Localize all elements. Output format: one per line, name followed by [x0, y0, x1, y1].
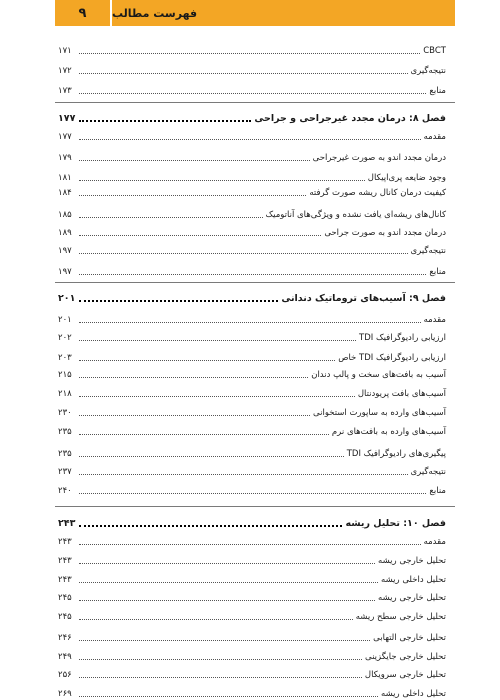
toc-entry-page: ۲۳۵ [58, 427, 72, 437]
toc-entry-page: ۲۱۵ [58, 370, 72, 380]
toc-entry-page: ۲۴۳ [58, 537, 72, 547]
toc-row[interactable] [58, 331, 446, 343]
toc-row[interactable] [58, 554, 446, 566]
toc-row[interactable] [58, 265, 446, 277]
toc-row[interactable] [58, 313, 446, 325]
toc-entry-page: ۱۹۷ [58, 267, 72, 277]
dot-leader [79, 138, 421, 140]
toc-entry-label: آسیب‌های وارده به بافت‌های نرم [331, 427, 446, 437]
toc-entry-label: تحلیل خارجی ریشه [378, 556, 446, 566]
toc-entry-label: تحلیل خارجی ریشه [378, 593, 446, 603]
toc-chapter-row[interactable] [58, 292, 446, 304]
toc-row[interactable] [58, 84, 446, 96]
toc-entry-label: پیگیری‌های رادیوگرافیک TDI [346, 449, 446, 459]
dot-leader [79, 543, 421, 545]
dot-leader [79, 376, 308, 378]
toc-entry-label: فصل ۹: آسیب‌های تروماتیک دندانی [281, 293, 446, 304]
toc-entry-page: ۱۷۹ [58, 153, 72, 163]
toc-entry-page: ۱۷۷ [58, 113, 76, 124]
toc-entry-label: وجود ضایعه پری‌اپیکال [367, 173, 446, 183]
toc-row[interactable] [58, 668, 446, 680]
toc-entry-page: ۱۸۱ [58, 173, 72, 183]
dot-leader [79, 321, 421, 323]
toc-entry-page: ۱۸۴ [58, 188, 72, 198]
toc-row[interactable] [58, 406, 446, 418]
toc-row[interactable] [58, 447, 446, 459]
toc-entry-label: درمان مجدد اندو به صورت غیرجراحی [312, 153, 446, 163]
toc-row[interactable] [58, 351, 446, 363]
toc-row[interactable] [58, 368, 446, 380]
toc-entry-page: ۲۴۶ [58, 633, 72, 643]
toc-row[interactable] [58, 387, 446, 399]
toc-entry-page: ۲۰۲ [58, 333, 72, 343]
toc-entry-label: نتیجه‌گیری [410, 66, 446, 76]
chapter-separator [55, 282, 455, 283]
dot-leader [79, 395, 355, 397]
toc-row[interactable] [58, 591, 446, 603]
toc-entry-label: فصل ۸: درمان مجدد غیرجراحی و جراحی [254, 113, 446, 124]
toc-entry-label: مقدمه [423, 132, 446, 142]
toc-row[interactable] [58, 208, 446, 220]
toc-entry-page: ۲۴۹ [58, 652, 72, 662]
dot-leader [79, 179, 365, 181]
toc-row[interactable] [58, 186, 446, 198]
dot-leader [79, 639, 370, 641]
toc-row[interactable] [58, 151, 446, 163]
toc-entry-label: منابع [429, 267, 446, 277]
page-number: ۹ [55, 0, 110, 26]
toc-entry-label: کیفیت درمان کانال ریشه صورت گرفته [309, 188, 446, 198]
dot-leader [79, 299, 278, 302]
toc-entry-label: تحلیل خارجی سرویکال [364, 670, 446, 680]
toc-entry-label: درمان مجدد اندو به صورت جراحی [324, 228, 446, 238]
dot-leader [79, 92, 426, 94]
toc-entry-page: ۱۸۹ [58, 228, 72, 238]
dot-leader [79, 339, 356, 341]
toc-entry-page: ۲۴۰ [58, 486, 72, 496]
toc-entry-label: CBCT [423, 46, 446, 56]
toc-entry-label: تحلیل داخلی ریشه [381, 575, 446, 585]
toc-row[interactable] [58, 171, 446, 183]
dot-leader [79, 359, 335, 361]
toc-entry-page: ۲۰۳ [58, 353, 72, 363]
toc-entry-label: نتیجه‌گیری [410, 467, 446, 477]
dot-leader [79, 194, 306, 196]
dot-leader [79, 473, 408, 475]
toc-entry-label: کانال‌های ریشه‌ای یافت نشده و ویژگی‌های آناتومیک [265, 210, 446, 220]
toc-entry-page: ۲۰۱ [58, 315, 72, 325]
dot-leader [79, 524, 342, 527]
toc-entry-label: مقدمه [423, 537, 446, 547]
toc-row[interactable] [58, 535, 446, 547]
dot-leader [79, 433, 329, 435]
toc-entry-page: ۲۴۳ [58, 575, 72, 585]
toc-row[interactable] [58, 130, 446, 142]
chapter-separator [55, 102, 455, 103]
toc-entry-label: ارزیابی رادیوگرافیک TDI [359, 333, 446, 343]
toc-row[interactable] [58, 650, 446, 662]
dot-leader [79, 414, 310, 416]
toc-row[interactable] [58, 631, 446, 643]
dot-leader [79, 618, 353, 620]
dot-leader [79, 599, 375, 601]
toc-entry-page: ۱۸۵ [58, 210, 72, 220]
toc-entry-page: ۱۷۲ [58, 66, 72, 76]
dot-leader [79, 581, 378, 583]
dot-leader [79, 252, 408, 254]
toc-entry-label: تحلیل خارجی جایگزینی [365, 652, 446, 662]
toc-entry-page: ۲۴۳ [58, 556, 72, 566]
dot-leader [79, 695, 378, 697]
toc-row[interactable] [58, 425, 446, 437]
toc-entry-label: تحلیل خارجی التهابی [373, 633, 446, 643]
dot-leader [79, 234, 321, 236]
chapter-separator [55, 506, 455, 507]
toc-row[interactable] [58, 610, 446, 622]
toc-entry-label: فصل ۱۰: تحلیل ریشه [345, 518, 446, 529]
toc-entry-page: ۲۳۵ [58, 449, 72, 459]
toc-entry-label: تحلیل داخلی ریشه [381, 689, 446, 699]
dot-leader [79, 159, 310, 161]
toc-entry-page: ۲۵۶ [58, 670, 72, 680]
header-title: فهرست مطالب [112, 0, 455, 26]
toc-entry-page: ۲۳۷ [58, 467, 72, 477]
dot-leader [79, 72, 408, 74]
toc-entry-label: آسیب به بافت‌های سخت و پالپ دندان [311, 370, 446, 380]
toc-entry-page: ۱۷۱ [58, 46, 72, 56]
toc-row[interactable] [58, 484, 446, 496]
toc-entry-page: ۲۴۵ [58, 612, 72, 622]
toc-entry-page: ۲۳۰ [58, 408, 72, 418]
toc-chapter-row[interactable] [58, 112, 446, 124]
toc-entry-label: تحلیل خارجی سطح ریشه [355, 612, 446, 622]
toc-chapter-row[interactable] [58, 517, 446, 529]
dot-leader [79, 455, 344, 457]
toc-row[interactable] [58, 465, 446, 477]
toc-row[interactable] [58, 226, 446, 238]
dot-leader [79, 676, 362, 678]
toc-row[interactable] [58, 44, 446, 56]
toc-entry-page: ۱۷۳ [58, 86, 72, 96]
dot-leader [79, 658, 362, 660]
toc-row[interactable] [58, 573, 446, 585]
toc-entry-page: ۱۹۷ [58, 246, 72, 256]
toc-entry-label: نتیجه‌گیری [410, 246, 446, 256]
dot-leader [79, 52, 420, 54]
toc-entry-page: ۲۴۳ [58, 518, 76, 529]
toc-row[interactable] [58, 687, 446, 699]
toc-entry-label: آسیب‌های بافت پریودنتال [357, 389, 446, 399]
toc-entry-label: منابع [429, 86, 446, 96]
dot-leader [79, 562, 375, 564]
toc-entry-page: ۲۶۹ [58, 689, 72, 699]
dot-leader [79, 119, 251, 122]
dot-leader [79, 216, 263, 218]
toc-row[interactable] [58, 244, 446, 256]
toc-entry-page: ۲۱۸ [58, 389, 72, 399]
dot-leader [79, 273, 426, 275]
toc-entry-label: منابع [429, 486, 446, 496]
dot-leader [79, 492, 426, 494]
toc-entry-label: ارزیابی رادیوگرافیک TDI خاص [338, 353, 446, 363]
toc-row[interactable] [58, 64, 446, 76]
toc-entry-page: ۲۰۱ [58, 293, 76, 304]
toc-entry-page: ۲۴۵ [58, 593, 72, 603]
toc-entry-label: آسیب‌های وارده به ساپورت استخوانی [313, 408, 446, 418]
toc-entry-label: مقدمه [423, 315, 446, 325]
toc-entry-page: ۱۷۷ [58, 132, 72, 142]
